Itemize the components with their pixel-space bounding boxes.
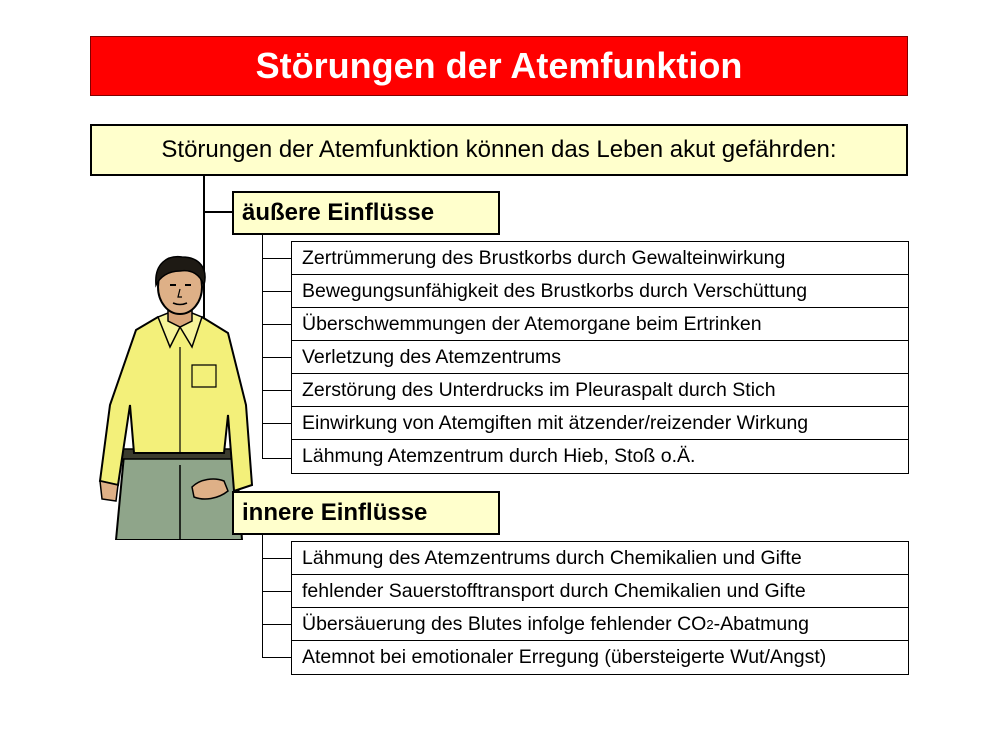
list-item-text: Lähmung Atemzentrum durch Hieb, Stoß o.Ä. <box>302 445 696 467</box>
branch-line-outer <box>203 211 233 213</box>
list-item <box>292 341 908 374</box>
list-item-text: fehlender Sauerstofftransport durch Chemikalien und Gifte <box>302 579 806 602</box>
list-item-text-suffix: -Abatmung <box>713 612 809 635</box>
category-outer-label: äußere Einflüsse <box>242 199 435 226</box>
outer-tick-3 <box>262 324 291 325</box>
outer-tick-4 <box>262 357 291 358</box>
list-item-text: Zerstörung des Unterdrucks im Pleuraspalt durch Stich <box>302 378 776 401</box>
list-item-text: Atemnot bei emotionaler Erregung (übersteigerte Wut/Angst) <box>302 646 827 668</box>
outer-tick-2 <box>262 291 291 292</box>
outer-tick-7 <box>262 458 291 459</box>
intro-box <box>90 124 908 176</box>
list-item <box>292 308 908 341</box>
category-inner-label: innere Einflüsse <box>242 499 428 526</box>
list-item <box>292 542 908 575</box>
list-item <box>292 608 908 641</box>
list-item-text: Bewegungsunfähigkeit des Brustkorbs durch Verschüttung <box>302 279 808 302</box>
category-inner-influences <box>232 491 500 535</box>
page-title: Störungen der Atemfunktion <box>255 45 743 86</box>
outer-tick-1 <box>262 258 291 259</box>
list-item <box>292 374 908 407</box>
list-item <box>292 641 908 674</box>
inner-tick-1 <box>262 558 291 559</box>
list-item <box>292 407 908 440</box>
outer-tick-6 <box>262 423 291 424</box>
inner-tick-4 <box>262 657 291 658</box>
list-item-text: Einwirkung von Atemgiften mit ätzender/reizender Wirkung <box>302 411 809 434</box>
intro-text: Störungen der Atemfunktion können das Leben akut gefährden: <box>161 136 837 163</box>
inner-tick-2 <box>262 591 291 592</box>
list-item-text: Zertrümmerung des Brustkorbs durch Gewalteinwirkung <box>302 246 786 269</box>
list-item-text: Lähmung des Atemzentrums durch Chemikalien und Gifte <box>302 546 802 569</box>
inner-tick-3 <box>262 624 291 625</box>
category-outer-influences <box>232 191 500 235</box>
inner-list-connector <box>262 534 263 658</box>
list-item <box>292 275 908 308</box>
outer-tick-5 <box>262 390 291 391</box>
list-item <box>292 575 908 608</box>
list-item-text: Verletzung des Atemzentrums <box>302 345 562 368</box>
title-bar <box>90 36 908 96</box>
list-item-text: Überschwemmungen der Atemorgane beim Ertrinken <box>302 312 762 335</box>
list-item <box>292 440 908 473</box>
outer-influences-list <box>291 241 909 474</box>
list-item <box>292 242 908 275</box>
list-item-text: Übersäuerung des Blutes infolge fehlender CO <box>302 612 707 635</box>
co2-subscript: 2 <box>706 616 714 632</box>
inner-influences-list <box>291 541 909 675</box>
